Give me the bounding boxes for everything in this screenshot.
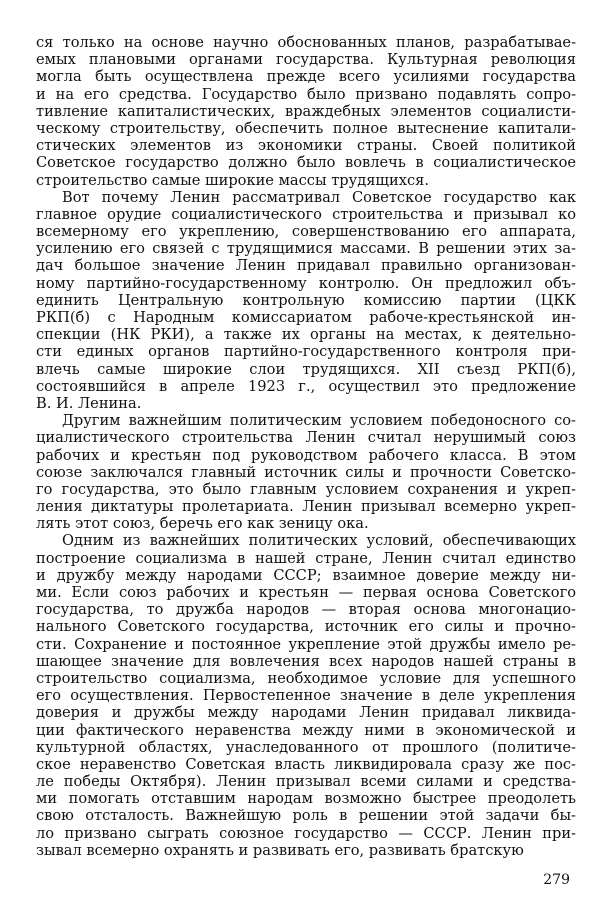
text-line: усилению его связей с трудящимися массами. В решении этих за- <box>36 240 576 258</box>
text-line: единить Центральную контрольную комиссию партии (ЦКК <box>36 291 576 309</box>
text-line: тивление капиталистических, враждебных элементов социалисти- <box>36 102 576 120</box>
page-number: 279 <box>543 872 570 888</box>
text-line: и на его средства. Государство было призвано подавлять сопро- <box>36 85 576 103</box>
text-line: емых плановыми органами государства. Культурная революция <box>36 51 576 69</box>
paragraph <box>36 532 576 859</box>
text-line: ми. Если союз рабочих и крестьян — первая основа Советского <box>36 584 576 601</box>
text-line: лять этот союз, беречь его как зеницу ока. <box>36 515 369 533</box>
text-line: ции фактического неравенства между ними в экономической и <box>36 721 576 739</box>
text-line: доверия и дружбы между народами Ленин придавал ликвида- <box>36 704 576 722</box>
text-line: В. И. Ленина. <box>36 394 142 412</box>
text-line: ному партийно-государственному контролю. Он предложил объ- <box>36 274 576 292</box>
text-line: ле победы Октября). Ленин призывал всеми силами и средства- <box>36 773 576 791</box>
text-line: шающее значение для вовлечения всех народов нашей страны в <box>36 652 576 670</box>
paragraph <box>36 412 576 532</box>
text-line: влечь самые широкие слои трудящихся. XII съезд РКП(б), <box>36 360 576 378</box>
text-line: его осуществления. Первостепенное значение в деле укрепления <box>36 687 576 705</box>
text-line: сти. Сохранение и постоянное укрепление этой дружбы имело ре- <box>36 635 576 653</box>
text-line: го государства, это было главным условием сохранения и укреп- <box>36 480 576 498</box>
text-line: нального Советского государства, источник его силы и прочно- <box>36 618 576 636</box>
text-line: Другим важнейшим политическим условием победоносного со- <box>62 412 576 430</box>
text-line: ми помогать отставшим народам возможно быстрее преодолеть <box>36 790 576 808</box>
text-line: зывал всемерно охранять и развивать его, развивать братскую <box>36 841 524 859</box>
text-line: ло призвано сыграть союзное государство — СССР. Ленин при- <box>36 824 576 842</box>
text-line: культурной областях, унаследованного от прошлого (политиче- <box>36 738 576 756</box>
text-line: Вот почему Ленин рассматривал Советское государство как <box>62 188 576 206</box>
text-line: могла быть осуществлена прежде всего усилиями государства <box>36 68 576 86</box>
text-line: ления диктатуры пролетариата. Ленин призывал всемерно укреп- <box>36 498 576 516</box>
text-line: построение социализма в нашей стране, Ленин считал единство <box>36 549 576 567</box>
paragraph <box>36 189 576 412</box>
paragraph <box>36 34 576 189</box>
text-line: главное орудие социалистического строительства и призывал ко <box>36 205 576 223</box>
text-line: строительство самые широкие массы трудящихся. <box>36 171 429 189</box>
text-line: спекции (НК РКИ), а также их органы на местах, к деятельно- <box>36 326 576 344</box>
text-line: Одним из важнейших политических условий, обеспечивающих <box>62 532 576 550</box>
text-line: рабочих и крестьян под руководством рабочего класса. В этом <box>36 446 576 464</box>
text-line: РКП(б) с Народным комиссариатом рабоче-крестьянской ин- <box>36 309 576 326</box>
text-line: и дружбу между народами СССР; взаимное доверие между ни- <box>36 566 576 584</box>
text-line: союзе заключался главный источник силы и прочности Советско- <box>36 463 576 481</box>
text-line: состоявшийся в апреле 1923 г., осуществил это предложение <box>36 377 576 395</box>
text-line: циалистического строительства Ленин считал нерушимый союз <box>36 429 576 447</box>
text-line: дач большое значение Ленин придавал правильно организован- <box>36 257 576 275</box>
text-line: государства, то дружба народов — вторая основа многонацио- <box>36 601 576 619</box>
text-line: свою отсталость. Важнейшую роль в решении этой задачи бы- <box>36 807 576 825</box>
text-line: ческому строительству, обеспечить полное вытеснение капитали- <box>36 119 576 137</box>
text-line: Советское государство должно было вовлечь в социалистическое <box>36 154 576 172</box>
text-line: ское неравенство Советская власть ликвидировала сразу же пос- <box>36 755 576 773</box>
text-line: сти единых органов партийно-государственного контроля при- <box>36 343 576 361</box>
text-line: строительство социализма, необходимое условие для успешного <box>36 669 576 687</box>
text-line: всемерному его укреплению, совершенствованию его аппарата, <box>36 223 576 241</box>
book-page-text <box>36 34 576 859</box>
text-line: стических элементов из экономики страны. Своей политикой <box>36 137 576 155</box>
text-line: ся только на основе научно обоснованных планов, разрабатывае- <box>36 34 576 51</box>
